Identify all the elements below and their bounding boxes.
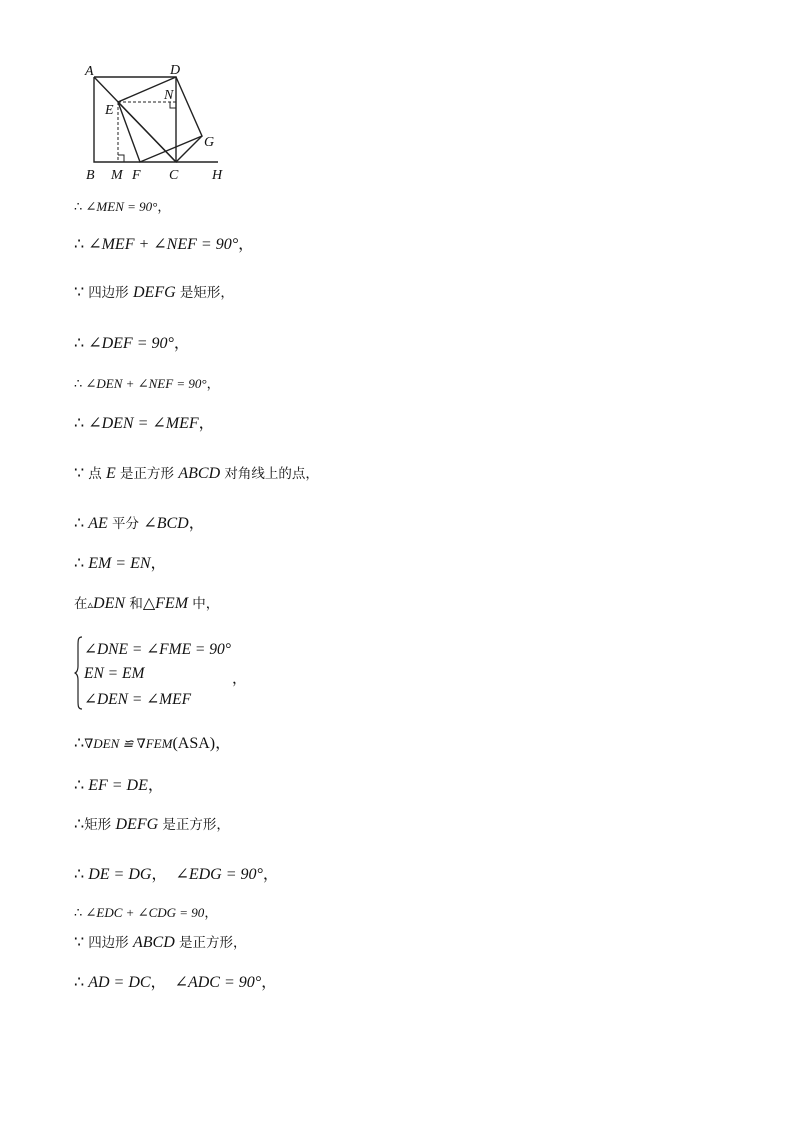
math-expression: EM = EN	[88, 555, 151, 572]
text-fragment: 矩形	[84, 817, 116, 833]
punctuation: ，	[173, 335, 190, 352]
label-b: B	[86, 168, 95, 183]
label-m: M	[111, 168, 123, 183]
math-expression: ∠DEN = ∠MEF	[88, 415, 199, 432]
punctuation: ，	[150, 974, 175, 991]
text-fragment: 四边形	[88, 285, 133, 301]
punctuation: ，	[198, 415, 215, 432]
math-expression: EF = DE	[88, 777, 148, 794]
punctuation: ，	[215, 735, 232, 752]
proof-line-11	[74, 736, 231, 752]
math-expression: ∠EDC + ∠CDG = 90	[85, 905, 205, 920]
math-expression: DE = DG	[88, 866, 152, 883]
math-expression: ∠EDG = 90°	[175, 866, 263, 883]
because-symbol: ∵	[74, 284, 89, 301]
text-fragment: 是正方形，	[174, 935, 247, 951]
math-expression: E	[105, 465, 116, 482]
proof-line-16	[74, 935, 247, 951]
therefore-symbol: ∴	[74, 515, 89, 532]
math-expression: ABCD	[178, 465, 221, 482]
therefore-symbol: ∴	[74, 816, 85, 833]
system-row-1: ∠DNE = ∠FME = 90°	[84, 641, 231, 658]
text-fragment: 中，	[188, 596, 220, 612]
proof-line-13	[74, 817, 230, 833]
proof-line-10	[74, 596, 219, 612]
therefore-symbol: ∴	[74, 974, 89, 991]
math-expression: AE	[88, 515, 108, 532]
punctuation: ，	[238, 236, 255, 253]
therefore-symbol: ∴	[74, 376, 86, 391]
proof-line-9	[74, 556, 167, 572]
math-expression: ∠DEN + ∠NEF = 90°	[85, 376, 207, 391]
punctuation: ，	[150, 555, 167, 572]
text-fragment: 四边形	[88, 935, 133, 951]
punctuation: ，	[188, 515, 205, 532]
punctuation: ，	[206, 376, 220, 391]
text-fragment: 和	[125, 596, 143, 612]
punctuation: ，	[261, 974, 278, 991]
punctuation: ，	[151, 866, 176, 883]
math-expression: ∇DEN ≌ ∇FEM	[84, 736, 173, 751]
proof-line-1	[74, 200, 170, 213]
segment-ec	[118, 102, 176, 162]
therefore-symbol: ∴	[74, 415, 89, 432]
punctuation: ，	[157, 199, 171, 214]
because-symbol: ∵	[74, 465, 89, 482]
triangle-symbol: ▵	[87, 599, 94, 611]
math-expression: ABCD	[132, 934, 175, 951]
math-expression: ∠MEN = 90°	[85, 199, 158, 214]
math-expression: DEFG	[132, 284, 176, 301]
text-fragment: 是正方形，	[158, 817, 230, 833]
math-expression: DEFG	[115, 816, 159, 833]
math-expression: ∠ADC = 90°	[174, 974, 262, 991]
proof-line-2	[74, 237, 254, 253]
label-f: F	[132, 168, 141, 183]
therefore-symbol: ∴	[74, 866, 89, 883]
text-fragment: 是正方形	[115, 466, 179, 482]
label-e: E	[105, 103, 114, 118]
proof-line-17	[74, 975, 277, 991]
label-h: H	[212, 168, 223, 183]
therefore-symbol: ∴	[74, 335, 89, 352]
punctuation: ，	[147, 777, 164, 794]
triangle-symbol: △	[142, 595, 156, 612]
therefore-symbol: ∴	[74, 555, 89, 572]
therefore-symbol: ∴	[74, 199, 86, 214]
punctuation: ，	[262, 866, 279, 883]
math-expression: ∠DEF = 90°	[88, 335, 174, 352]
text-fragment: 是矩形，	[175, 285, 234, 301]
right-angle-m	[118, 155, 124, 162]
system-row-3: ∠DEN = ∠MEF	[84, 691, 192, 708]
proof-line-4	[74, 336, 190, 352]
math-expression: FEM	[155, 595, 189, 612]
therefore-symbol: ∴	[74, 236, 89, 253]
label-d: D	[170, 63, 181, 78]
punctuation: ，	[204, 905, 218, 920]
proof-line-15	[74, 906, 217, 919]
math-expression: DEN	[93, 595, 126, 612]
because-symbol: ∵	[74, 934, 89, 951]
proof-line-3	[74, 285, 234, 301]
proof-line-12	[74, 778, 164, 794]
text-fragment: 点	[88, 466, 106, 482]
text-fragment: 在	[74, 596, 88, 612]
segment-cg	[176, 136, 202, 162]
label-a: A	[85, 64, 94, 79]
system-row-2: EN = EM	[84, 665, 145, 682]
label-n: N	[164, 88, 174, 103]
label-c: C	[169, 168, 179, 183]
proof-line-14	[74, 867, 279, 883]
system-comma: ，	[232, 671, 248, 687]
geometry-figure	[78, 58, 238, 184]
text-fragment: 平分	[107, 516, 144, 532]
therefore-symbol: ∴	[74, 777, 89, 794]
congruence-reason: (ASA)	[172, 735, 216, 752]
proof-line-7	[74, 466, 319, 482]
text-fragment: 对角线上的点，	[220, 466, 319, 482]
math-expression: ∠MEF + ∠NEF = 90°	[88, 236, 239, 253]
left-brace-icon	[74, 636, 84, 710]
label-g: G	[204, 135, 215, 150]
proof-line-5	[74, 377, 220, 390]
therefore-symbol: ∴	[74, 735, 85, 752]
proof-line-8	[74, 516, 205, 532]
math-expression: AD = DC	[88, 974, 151, 991]
proof-line-6	[74, 416, 215, 432]
math-expression: ∠BCD	[143, 515, 189, 532]
therefore-symbol: ∴	[74, 905, 86, 920]
